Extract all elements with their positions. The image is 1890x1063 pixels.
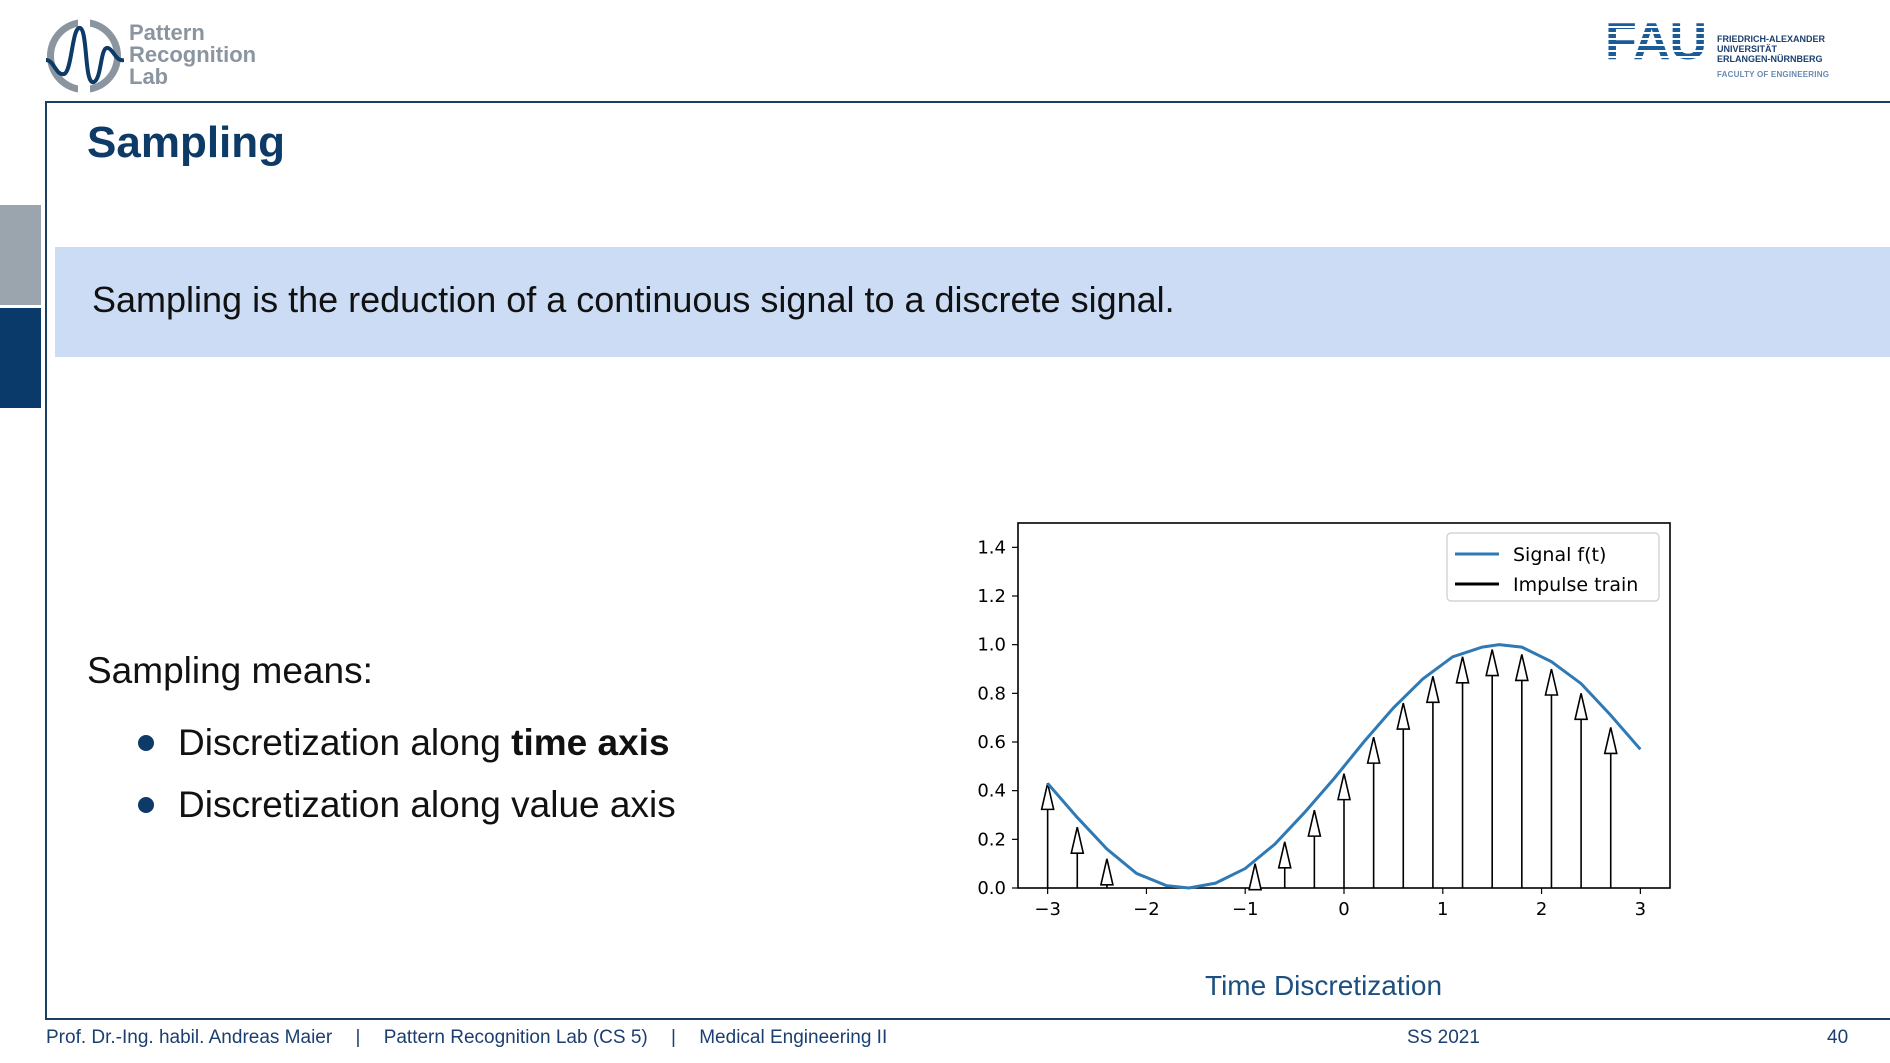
legend-impulse-label: Impulse train (1513, 574, 1639, 596)
footer-separator: | (355, 1027, 361, 1048)
definition-box (55, 247, 1890, 357)
x-tick-label: −3 (1034, 899, 1061, 920)
prl-wave-icon (44, 16, 124, 96)
y-tick-label: 1.4 (977, 537, 1006, 559)
footer-info (46, 1027, 887, 1049)
x-tick-label: 0 (1338, 899, 1350, 920)
y-tick-label: 0.8 (977, 683, 1006, 705)
prl-logo-text: Pattern Recognition Lab (129, 20, 257, 89)
bullet-dot-icon (138, 797, 154, 813)
bullet-dot-icon (138, 735, 154, 751)
fau-logo-mark: FAU (1605, 13, 1706, 71)
y-tick-label: 0.6 (977, 732, 1006, 753)
y-tick-label: 0.0 (977, 878, 1006, 899)
bullet-list (135, 712, 676, 836)
definition-text: Sampling is the reduction of a continuous signal to a discrete signal. (92, 279, 1175, 320)
x-tick-label: −1 (1231, 899, 1259, 920)
y-tick-label: 0.4 (977, 780, 1006, 802)
slide-title: Sampling (87, 118, 286, 167)
legend-signal-label: Signal f(t) (1513, 544, 1607, 566)
footer-separator: | (671, 1027, 676, 1048)
page-number: 40 (1827, 1027, 1849, 1048)
fau-logo-name: FRIEDRICH-ALEXANDER UNIVERSITÄT ERLANGEN-NÜRNBERG (1717, 34, 1825, 64)
fau-logo (1605, 13, 1845, 86)
footer-semester: SS 2021 (1407, 1027, 1480, 1048)
y-tick-label: 1.0 (977, 634, 1006, 656)
x-tick-label: −2 (1133, 899, 1160, 920)
sampling-chart (955, 515, 1675, 935)
section-marker-active (0, 308, 41, 408)
fau-faculty: FACULTY OF ENGINEERING (1717, 70, 1830, 79)
figure-caption: Time Discretization (1205, 970, 1443, 1001)
x-tick-label: 2 (1535, 899, 1548, 920)
footer-lab: Pattern Recognition Lab (CS 5) (383, 1027, 648, 1048)
section-marker-grey (0, 205, 41, 305)
footer-author: Prof. Dr.-Ing. habil. Andreas Maier (46, 1027, 333, 1048)
x-tick-label: 3 (1634, 899, 1647, 920)
y-tick-label: 0.2 (977, 829, 1006, 851)
x-tick-label: 1 (1437, 899, 1449, 920)
pattern-recognition-lab-logo (44, 16, 284, 100)
y-tick-label: 1.2 (977, 586, 1006, 607)
footer-course: Medical Engineering II (699, 1027, 888, 1048)
means-label: Sampling means: (87, 650, 373, 691)
bullet-item: Discretization along value axis (135, 774, 676, 836)
bullet-item: Discretization along time axis (135, 712, 676, 774)
